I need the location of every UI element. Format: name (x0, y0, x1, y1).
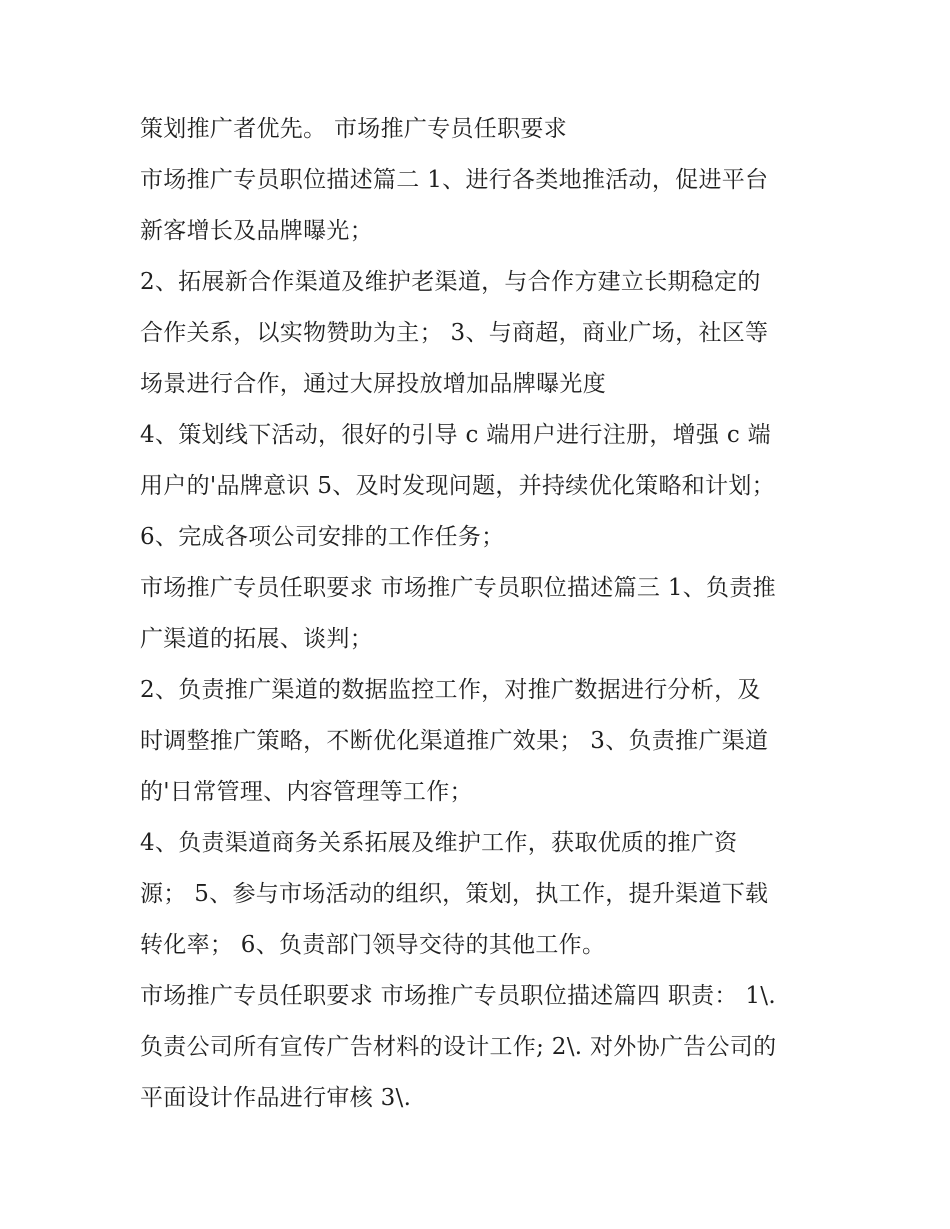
text-line: 市场推广专员任职要求 市场推广专员职位描述篇四 职责： 1\. (140, 983, 776, 1009)
text-line: 负责公司所有宣传广告材料的设计工作; 2\. 对外协广告公司的 (140, 1034, 777, 1060)
text-line: 市场推广专员职位描述篇二 1、进行各类地推活动，促进平台 (140, 167, 769, 193)
text-line: 的'日常管理、内容管理等工作； (140, 779, 473, 805)
text-line: 4、策划线下活动，很好的引导 c 端用户进行注册，增强 c 端 (140, 422, 771, 448)
text-line: 6、完成各项公司安排的工作任务； (140, 524, 505, 550)
text-line: 合作关系，以实物赞助为主； 3、与商超，商业广场，社区等 (140, 320, 769, 346)
text-line: 场景进行合作，通过大屏投放增加品牌曝光度 (140, 371, 606, 397)
text-line: 2、负责推广渠道的数据监控工作，对推广数据进行分析，及 (140, 677, 761, 703)
text-line: 广渠道的拓展、谈判； (140, 626, 373, 652)
text-line: 时调整推广策略，不断优化渠道推广效果； 3、负责推广渠道 (140, 728, 769, 754)
text-line: 2、拓展新合作渠道及维护老渠道，与合作方建立长期稳定的 (140, 269, 761, 295)
text-line: 策划推广者优先。 市场推广专员任职要求 (140, 116, 568, 142)
text-line: 新客增长及品牌曝光； (140, 218, 373, 244)
text-line: 平面设计作品进行审核 3\. (140, 1085, 412, 1111)
text-line: 市场推广专员任职要求 市场推广专员职位描述篇三 1、负责推 (140, 575, 776, 601)
text-line: 用户的'品牌意识 5、及时发现问题，并持续优化策略和计划； (140, 473, 775, 499)
text-line: 转化率； 6、负责部门领导交待的其他工作。 (140, 932, 606, 958)
document-body (140, 109, 830, 1129)
text-line: 源； 5、参与市场活动的组织，策划，执工作，提升渠道下载 (140, 881, 769, 907)
text-line: 4、负责渠道商务关系拓展及维护工作，获取优质的推广资 (140, 830, 738, 856)
